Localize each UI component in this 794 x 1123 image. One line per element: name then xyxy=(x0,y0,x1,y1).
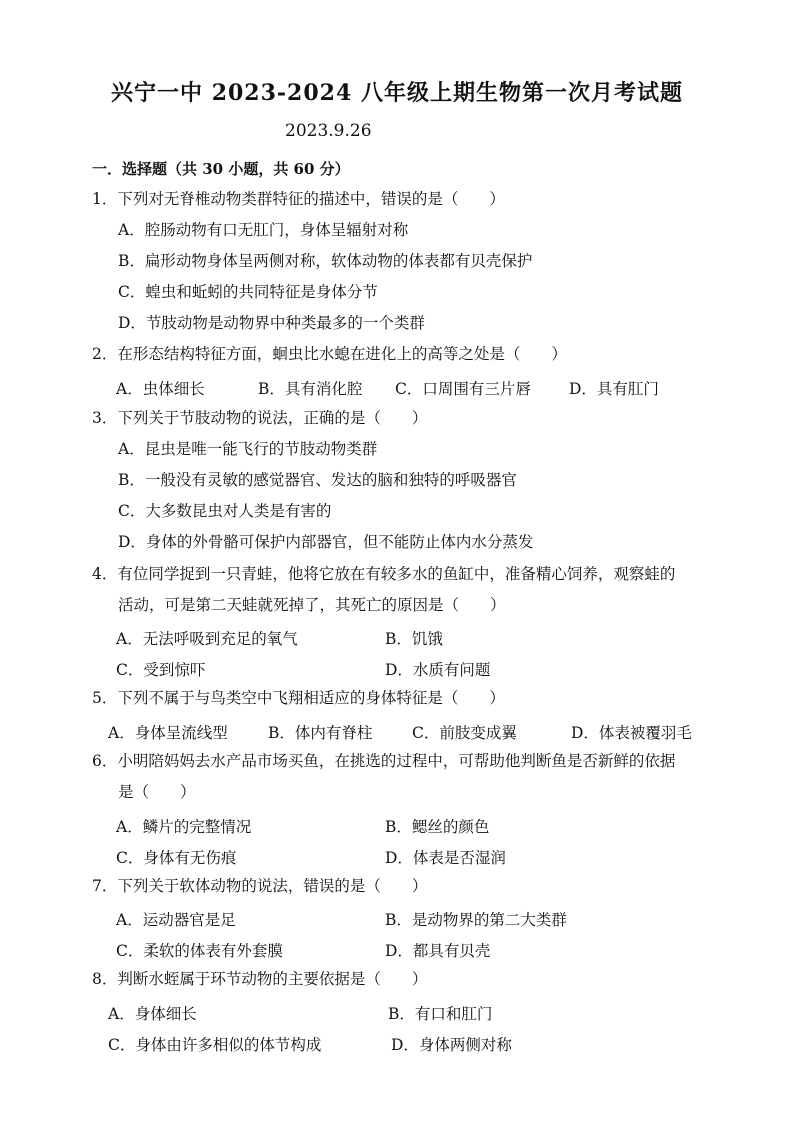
question-2 xyxy=(92,339,712,370)
question-stem: 5．下列不属于与鸟类空中飞翔相适应的身体特征是（ ） xyxy=(92,689,505,707)
question-4 xyxy=(92,559,712,621)
option-c: C．受到惊吓 xyxy=(116,661,206,679)
question-stem: 8．判断水蛭属于环节动物的主要依据是（ ） xyxy=(92,970,428,988)
option-b: B．具有消化腔 xyxy=(258,380,363,398)
option-d: D．具有肛门 xyxy=(569,380,659,398)
option-c: C．身体有无伤痕 xyxy=(116,849,237,867)
option-a: A．鳞片的完整情况 xyxy=(116,818,252,836)
option-a: A．身体细长 xyxy=(108,1005,197,1023)
exam-title: 兴宁一中 2023-2024 八年级上期生物第一次月考试题 xyxy=(111,80,683,106)
question-stem-continued: 活动，可是第二天蛙就死掉了，其死亡的原因是（ ） xyxy=(118,596,506,614)
question-stem-continued: 是（ ） xyxy=(118,783,196,801)
option-a: A．身体呈流线型 xyxy=(108,724,228,742)
option-b: B．体内有脊柱 xyxy=(268,724,373,742)
question-3 xyxy=(92,403,712,558)
question-stem: 1．下列对无脊椎动物类群特征的描述中，错误的是（ ） xyxy=(92,190,505,208)
question-1 xyxy=(92,184,712,339)
option-a: A．昆虫是唯一能飞行的节肢动物类群 xyxy=(118,440,378,458)
exam-date: 2023.9.26 xyxy=(285,121,372,141)
option-a: A．无法呼吸到充足的氧气 xyxy=(116,630,298,648)
question-6 xyxy=(92,746,712,808)
option-b: B．鳃丝的颜色 xyxy=(385,818,490,836)
option-d: D．水质有问题 xyxy=(385,661,491,679)
option-d: D．体表被覆羽毛 xyxy=(571,724,692,742)
question-stem: 3．下列关于节肢动物的说法，正确的是（ ） xyxy=(92,409,428,427)
option-d: D．身体的外骨骼可保护内部器官，但不能防止体内水分蒸发 xyxy=(118,533,534,551)
option-c: C．身体由许多相似的体节构成 xyxy=(108,1036,322,1054)
question-stem: 6．小明陪妈妈去水产品市场买鱼，在挑选的过程中，可帮助他判断鱼是否新鲜的依据 xyxy=(92,752,676,770)
option-d: D．身体两侧对称 xyxy=(391,1036,512,1054)
question-8 xyxy=(92,964,712,995)
option-d: D．都具有贝壳 xyxy=(385,942,491,960)
option-b: B．饥饿 xyxy=(385,630,443,648)
option-b: B．扁形动物身体呈两侧对称，软体动物的体表都有贝壳保护 xyxy=(118,252,533,270)
option-d: D．体表是否湿润 xyxy=(385,849,506,867)
option-c: C．口周围有三片唇 xyxy=(395,380,531,398)
option-b: B．是动物界的第二大类群 xyxy=(385,911,567,929)
option-a: A．虫体细长 xyxy=(116,380,205,398)
question-stem: 2．在形态结构特征方面，蛔虫比水螅在进化上的高等之处是（ ） xyxy=(92,345,567,363)
option-c: C．蝗虫和蚯蚓的共同特征是身体分节 xyxy=(118,283,378,301)
option-a: A．腔肠动物有口无肛门，身体呈辐射对称 xyxy=(118,221,409,239)
option-b: B．有口和肛门 xyxy=(388,1005,493,1023)
option-d: D．节肢动物是动物界中种类最多的一个类群 xyxy=(118,314,425,332)
option-c: C．大多数昆虫对人类是有害的 xyxy=(118,502,332,520)
question-7 xyxy=(92,871,712,902)
option-c: C．柔软的体表有外套膜 xyxy=(116,942,283,960)
option-a: A．运动器官是足 xyxy=(116,911,236,929)
option-b: B．一般没有灵敏的感觉器官、发达的脑和独特的呼吸器官 xyxy=(118,471,517,489)
question-stem: 7．下列关于软体动物的说法，错误的是（ ） xyxy=(92,877,428,895)
question-5 xyxy=(92,683,712,714)
question-stem: 4．有位同学捉到一只青蛙，他将它放在有较多水的鱼缸中，准备精心饲养，观察蛙的 xyxy=(92,565,676,583)
option-c: C．前肢变成翼 xyxy=(412,724,517,742)
section-heading: 一．选择题（共 30 小题，共 60 分） xyxy=(92,160,350,178)
